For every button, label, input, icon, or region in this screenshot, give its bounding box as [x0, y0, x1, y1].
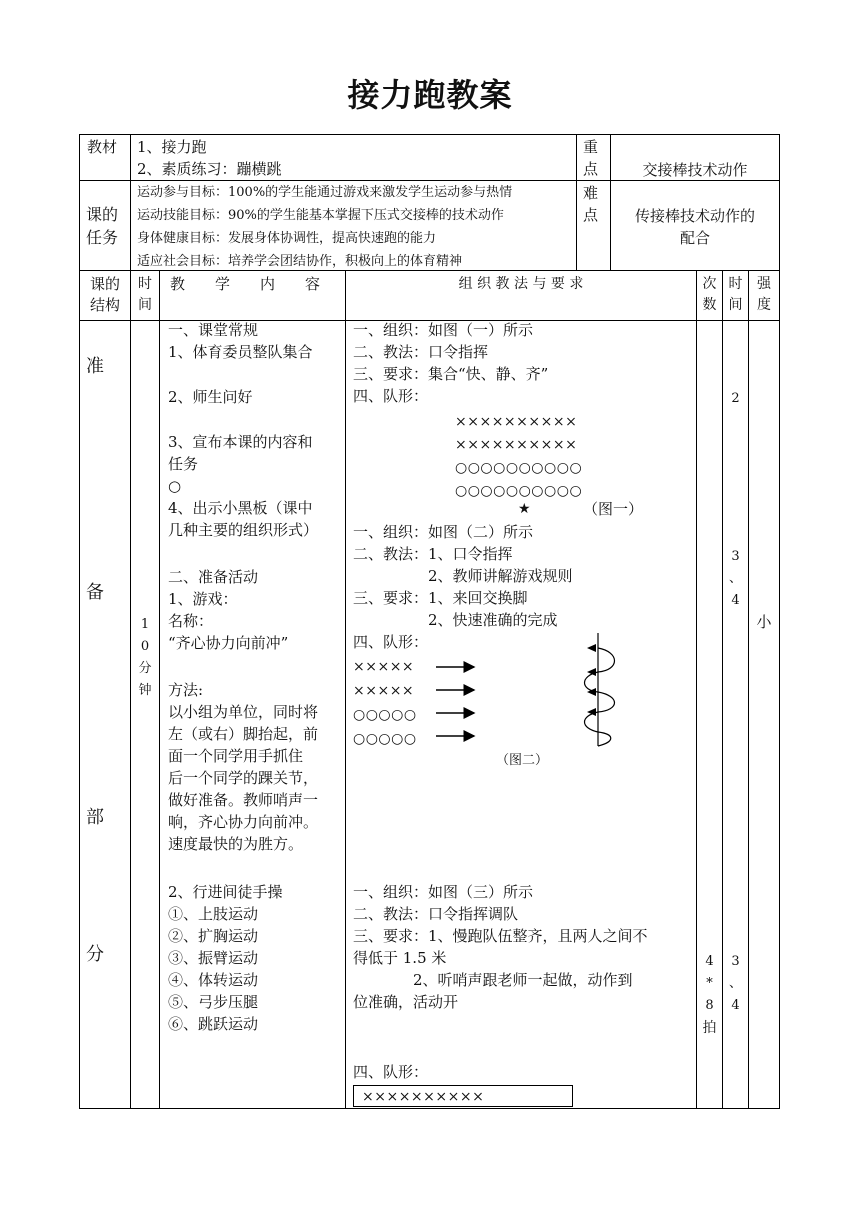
- formation-row: ××××××××××: [455, 414, 578, 430]
- section-label-2: 备: [86, 582, 104, 603]
- nandian-label: 难 点: [583, 184, 599, 224]
- zigzag-path: [585, 648, 615, 746]
- section-label-4: 分: [86, 944, 104, 965]
- zhongdian-text: 交接棒技术动作: [642, 161, 748, 179]
- method-block-c: 一、组织：如图（三）所示 二、教法：口令指挥调队 三、要求：1、慢跑队伍整齐，且两人之间不 得低于 1.5 米 2、听哨声跟老师一起做，动作到 位准确，活动开: [353, 883, 648, 1011]
- method-block-b: 一、组织：如图（二）所示 二、教法：1、口令指挥 2、教师讲解游戏规则 三、要求：1、来回交换脚 2、快速准确的完成 四、队形：: [353, 523, 573, 651]
- section-time: 1 0 分 钟: [138, 617, 152, 698]
- jiaocai-item: 2、素质练习：蹦横跳: [137, 160, 282, 178]
- method-block-d: 四、队形：: [353, 1063, 429, 1081]
- formation-row: ○○○○○○○○○○: [455, 483, 583, 499]
- content-block-a: 一、课堂常规 1、体育委员整队集合: [168, 321, 313, 361]
- figure-1-caption: （图一）: [583, 500, 644, 518]
- time-value-b: 3 、 4: [728, 549, 742, 608]
- content-block-f: 2、行进间徒手操 ①、上肢运动 ②、扩胸运动 ③、振臂运动 ④、体转运动 ⑤、弓步压腿 ⑥、跳跃运动: [168, 883, 283, 1033]
- formation-figure-2: [353, 655, 417, 751]
- section-label-3: 部: [86, 807, 104, 828]
- method-block-a: 一、组织：如图（一）所示 二、教法：口令指挥 三、要求：集合“快、静、齐” 四、队形：: [353, 321, 549, 405]
- formation-row: ××××××××××: [455, 437, 578, 453]
- time-value-a: 2: [731, 391, 740, 406]
- figure-2-diagram: [430, 630, 630, 750]
- content-block-c: 3、宣布本课的内容和 任务 ○ 4、出示小黑板（课中 几种主要的组织形式）: [168, 433, 319, 539]
- col-method: 组 织 教 法 与 要 求: [458, 276, 584, 292]
- col-structure: 课的 结构: [89, 275, 120, 314]
- figure-2-caption: （图二）: [496, 753, 549, 768]
- intensity-value: 小: [756, 613, 772, 631]
- renwu-item: 身体健康目标：发展身体协调性，提高快速跑的能力: [137, 231, 437, 246]
- jiaocai-item: 1、接力跑: [137, 138, 207, 156]
- formation-row: ×××××: [353, 683, 415, 699]
- formation-row: ○○○○○: [353, 707, 417, 723]
- col-intensity: 强 度: [757, 276, 771, 313]
- formation-row: ○○○○○: [353, 731, 417, 747]
- formation-row: ○○○○○○○○○○: [455, 460, 583, 476]
- zhongdian-label: 重 点: [583, 138, 599, 178]
- col-count: 次 数: [702, 276, 717, 313]
- time-value-c: 3 、 4: [728, 954, 742, 1013]
- formation-row: ×××××: [353, 659, 415, 675]
- renwu-item: 运动参与目标：100%的学生能通过游戏来激发学生运动参与热情: [137, 185, 513, 200]
- renwu-item: 运动技能目标：90%的学生能基本掌握下压式交接棒的技术动作: [137, 208, 504, 223]
- formation-figure-1: [455, 411, 582, 503]
- renwu-label: 课的 任务: [86, 205, 119, 247]
- renwu-item: 适应社会目标：培养学会团结协作，积极向上的体育精神: [137, 254, 463, 269]
- arrow-left-icon: [587, 644, 596, 652]
- nandian-text: 传接棒技术动作的 配合: [634, 207, 755, 247]
- section-label-1: 准: [86, 356, 104, 377]
- col-content: 教 学 内 容: [170, 275, 321, 293]
- jiaocai-items: [137, 136, 282, 180]
- content-block-d: 二、准备活动 1、游戏： 名称： “齐心协力向前冲”: [168, 568, 289, 652]
- teacher-star-icon: ★: [518, 501, 531, 517]
- arrow-left-icon: [587, 708, 596, 716]
- content-block-e: 方法: 以小组为单位，同时将 左（或右）脚抬起，前 面一个同学用手抓住 后一个同学的踝关节， 做好准备。教师哨声一 响，齐心协力向前冲。 速度最快的为胜方。: [168, 681, 319, 853]
- content-block-b: 2、师生问好: [168, 388, 253, 406]
- col-time2: 时 间: [728, 276, 743, 313]
- renwu-items: [137, 181, 512, 273]
- page-title: 接力跑教案: [347, 76, 513, 114]
- col-time: 时 间: [138, 276, 152, 313]
- count-value: 4 * 8 拍: [702, 954, 717, 1036]
- formation-figure-3: ××××××××××: [353, 1085, 573, 1107]
- jiaocai-label: 教材: [87, 138, 118, 156]
